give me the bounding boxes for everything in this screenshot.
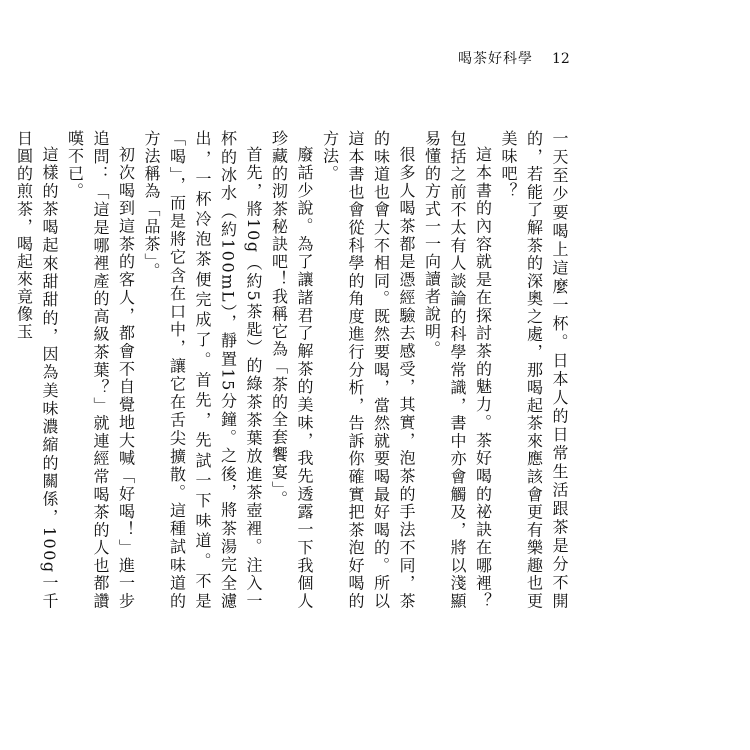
paragraph-3: 很多人喝茶都是憑經驗去感受，其實，泡茶的手法不同，茶的味道也會大不相同。既然要喝，當然就要喝最好喝的。所以這本書也會從科學的角度進行分析，告訴你確實把茶泡好喝的方法。 [320, 130, 416, 610]
paragraph-7: 這樣的茶喝起來甜甜的，因為美味濃縮的關係，100g一千日圓的煎茶，喝起來竟像玉 [14, 130, 59, 610]
paragraph-4: 廢話少說。為了讓諸君了解茶的美味，我先透露一下我個人珍藏的沏茶秘訣吧！我稱它為「茶的全套饗宴」。 [269, 130, 314, 610]
page-header [0, 48, 750, 70]
page-number: 12 [552, 51, 570, 67]
paragraph-1: 一天至少要喝上這麼一杯。日本人的日常生活跟茶是分不開的，若能了解茶的深奧之處，那喝起茶來應該會更有樂趣也更美味吧？ [499, 130, 569, 610]
paragraph-5: 首先，將10g（約5茶匙）的綠茶茶葉放進茶壺裡。注入一杯的冰水（約100mL），靜置15分鐘。之後，將茶湯完全濾出，一杯冷泡茶便完成了。首先，先試一下味道。不是「喝」，而是將它含在口中，讓它在舌尖擴散。這種試味道的方法稱為「品茶」。 [142, 130, 263, 610]
vertical-body-text [11, 130, 572, 610]
paragraph-6: 初次喝到這茶的客人，都會不自覺地大喊「好喝！」進一步追問：「這是哪裡產的高級茶葉？」就連經常喝茶的人也都讚嘆不已。 [65, 130, 136, 610]
paragraph-2: 這本書的內容就是在探討茶的魅力。茶好喝的祕訣在哪裡？包括之前不太有人談論的科學常識，書中亦會觸及，將以淺顯易懂的方式一一向讀者說明。 [422, 130, 493, 610]
running-title: 喝茶好科學 [458, 51, 533, 67]
